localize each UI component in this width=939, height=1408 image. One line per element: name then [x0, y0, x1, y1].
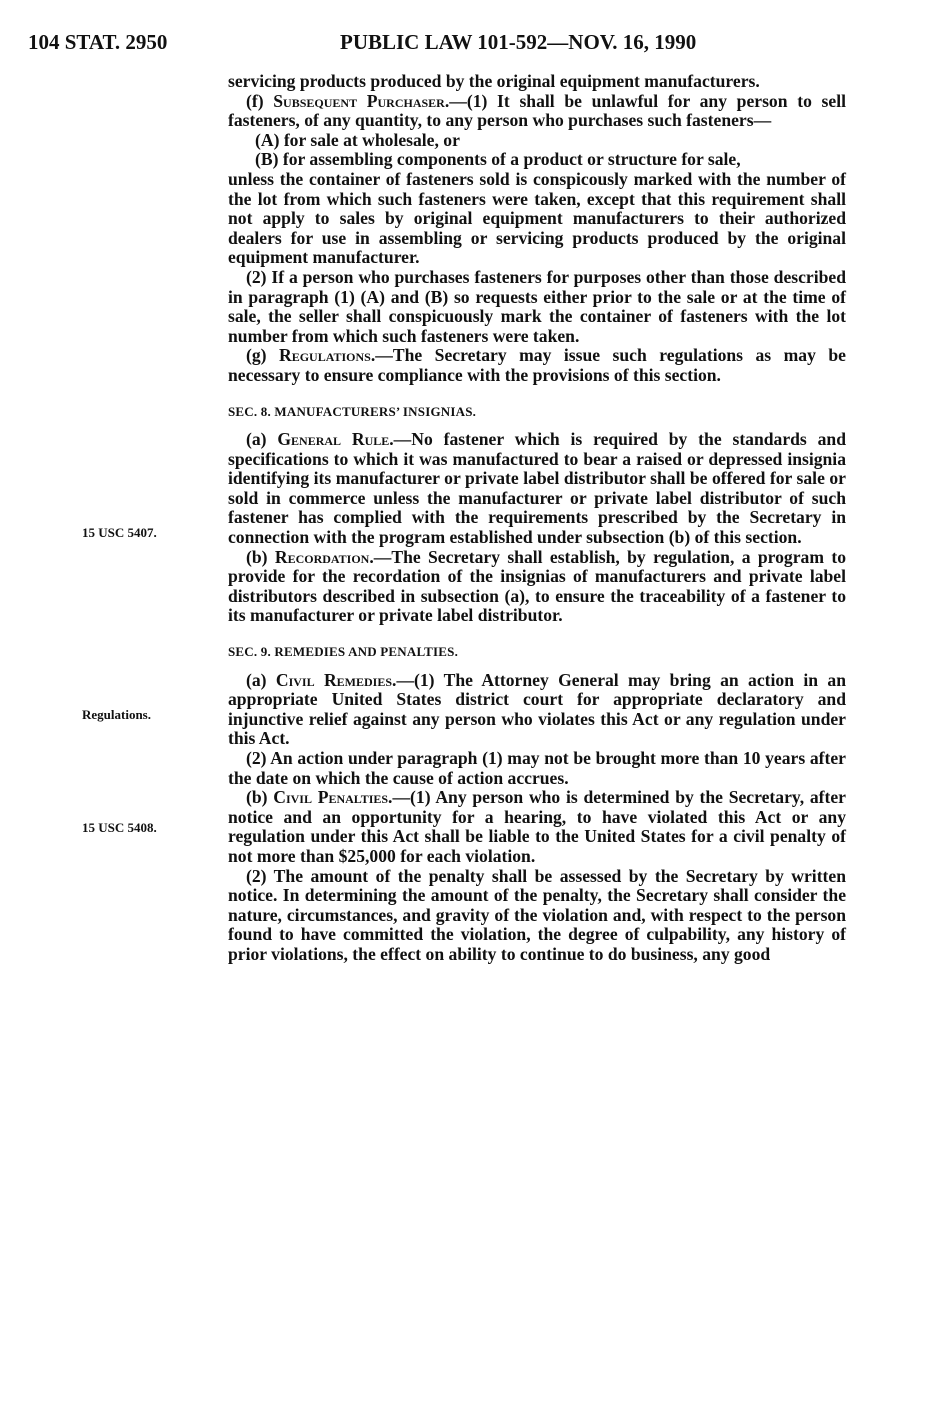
- subsection-f: [228, 92, 846, 131]
- section-9-b: [228, 788, 846, 866]
- body-text: [228, 72, 846, 965]
- section-8-b-text: —The Secretary shall establish, by regulation, a program to provide for the recordation of the insignias of manufacturers and private label distributors described in subsection (a), to ensure the traceability of a fastener to its manufacturer or private label distributor.: [228, 546, 847, 626]
- section-8-a-prefix: (a): [246, 429, 278, 450]
- subsection-g-heading: Regulations.: [279, 345, 376, 366]
- section-8-b-heading: Recordation.: [274, 546, 374, 567]
- section-9-b-prefix: (b): [246, 787, 274, 808]
- subsection-f-item-b: (B) for assembling components of a product or structure for sale,: [255, 149, 741, 170]
- section-8-a-heading: General Rule.: [277, 429, 394, 450]
- margin-note-usc-5408: 15 USC 5408.: [82, 820, 157, 835]
- section-9-title: SEC. 9. REMEDIES AND PENALTIES.: [228, 644, 459, 660]
- page-reference: 104 STAT. 2950: [28, 30, 168, 54]
- subsection-f-paragraph-2: (2) If a person who purchases fasteners for purposes other than those described in paragraph (1) (A) and (B) so requests either prior to the sale or at the time of sale, the seller shall conspicuously mark the container of fasteners with the lot number from which such fasteners were taken.: [228, 266, 846, 346]
- margin-note-regulations: Regulations.: [82, 707, 151, 722]
- subsection-g: [228, 346, 846, 385]
- section-8-a-text: —No fastener which is required by the standards and specifications to which it was manufactured to bear a raised or depressed insignia identifying its manufacturer or private label distributor shall be offered for sale or sold in commerce unless the manufacturer or private label distributor of such fastener has complied with the requirements prescribed by the Secretary in connection with the program established under subsection (b) of this section.: [228, 429, 846, 548]
- subsection-f-text: —(1) It shall be unlawful for any person to sell fasteners, of any quantity, to any person who purchases such fasteners—: [228, 90, 846, 131]
- paragraph-continuation: servicing products produced by the original equipment manufacturers.: [228, 71, 760, 91]
- section-9-a-heading: Civil Remedies.: [275, 669, 397, 690]
- section-9-b-text: —(1) Any person who is determined by the Secretary, after notice and an opportunity for a hearing, to have violated this Act or any regulation under this Act shall be liable to the United States for a civil penalty of not more than $25,000 for each violation.: [228, 787, 846, 866]
- subsection-g-prefix: (g): [246, 345, 280, 366]
- section-8-b-prefix: (b): [246, 546, 275, 567]
- subsection-f-item-a: (A) for sale at wholesale, or: [255, 129, 460, 150]
- section-9-a-text: —(1) The Attorney General may bring an action in an appropriate United States district court for appropriate declaratory and injunctive relief against any person who violates this Act or any regulation under this Act.: [228, 669, 846, 749]
- section-9-a: [228, 671, 846, 749]
- section-9-b-heading: Civil Penalties.: [273, 787, 393, 808]
- section-9-a-paragraph-2: (2) An action under paragraph (1) may not be brought more than 10 years after the date on which the cause of action accrues.: [228, 748, 846, 788]
- margin-note-usc-5407: 15 USC 5407.: [82, 525, 157, 540]
- running-header-title: PUBLIC LAW 101-592—NOV. 16, 1990: [340, 30, 697, 54]
- subsection-f-unless: unless the container of fasteners sold is conspicously marked with the number of the lot from which such fasteners were taken, except that this requirement shall not apply to sales by original equipment manufacturers to their authorized dealers for use in assembling or servicing products produced by the original equipment manufacturer.: [228, 168, 846, 268]
- section-8-b: [228, 548, 846, 626]
- subsection-f-prefix: (f): [246, 90, 274, 111]
- section-8-a: [228, 430, 846, 548]
- section-8-title: SEC. 8. MANUFACTURERS’ INSIGNIAS.: [228, 403, 477, 419]
- subsection-g-text: —The Secretary may issue such regulations as may be necessary to ensure compliance with the provisions of this section.: [228, 345, 846, 385]
- section-9-a-prefix: (a): [246, 669, 276, 690]
- section-9-b-paragraph-2: (2) The amount of the penalty shall be assessed by the Secretary by written notice. In determining the amount of the penalty, the Secretary shall consider the nature, circumstances, and gravity of the violation and, with respect to the person found to have committed the violation, the degree of culpability, any history of prior violations, the effect on ability to continue to do business, any good: [228, 865, 846, 964]
- subsection-f-heading: Subsequent Purchaser.: [273, 90, 450, 111]
